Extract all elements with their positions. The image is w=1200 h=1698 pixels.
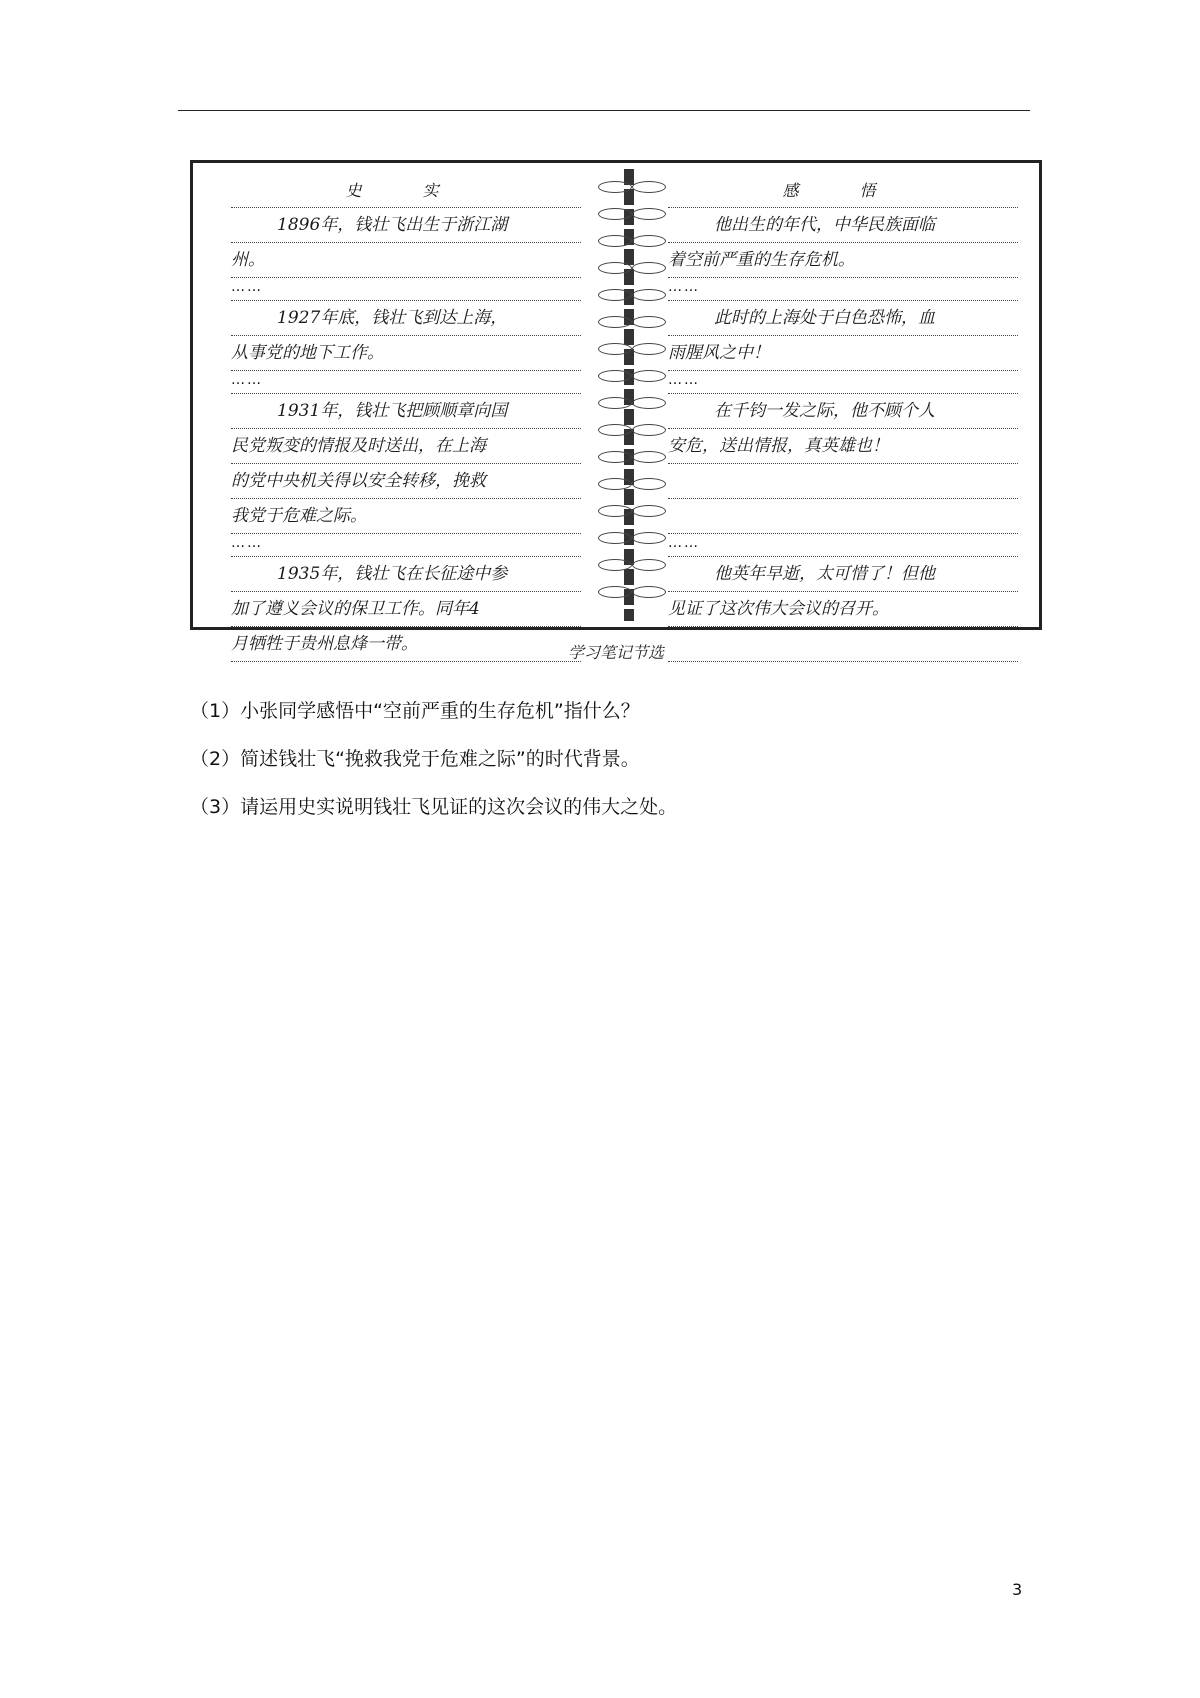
note-line: 从事党的地下工作。: [231, 336, 581, 371]
spiral-ring: [632, 505, 666, 517]
spiral-ring: [598, 289, 632, 301]
note-ellipsis: ……: [231, 278, 581, 301]
spiral-ring: [598, 451, 632, 463]
spiral-ring: [598, 424, 632, 436]
spiral-ring: [632, 289, 666, 301]
spiral-ring: [598, 343, 632, 355]
note-blank-line: [668, 499, 1018, 534]
spiral-ring: [632, 235, 666, 247]
note-line: 他英年早逝，太可惜了！但他: [668, 557, 1018, 592]
page-number: 3: [1012, 1580, 1023, 1599]
note-ellipsis: ……: [668, 534, 1018, 557]
spiral-ring: [598, 505, 632, 517]
spiral-ring: [632, 478, 666, 490]
right-column-title: 感 悟: [668, 175, 1018, 208]
note-line: 加了遵义会议的保卫工作。同年4: [231, 592, 581, 627]
spiral-ring: [598, 397, 632, 409]
question-2: （2）简述钱壮飞“挽救我党于危难之际”的时代背景。: [190, 748, 640, 770]
note-blank-line: [668, 464, 1018, 499]
note-line: 雨腥风之中！: [668, 336, 1018, 371]
note-line: 州。: [231, 243, 581, 278]
spiral-ring: [632, 397, 666, 409]
spiral-ring: [598, 181, 632, 193]
spiral-ring: [598, 532, 632, 544]
question-1: （1）小张同学感悟中“空前严重的生存危机”指什么？: [190, 700, 640, 722]
note-line: 见证了这次伟大会议的召开。: [668, 592, 1018, 627]
left-column-title: 史 实: [231, 175, 581, 208]
note-line: 的党中央机关得以安全转移，挽救: [231, 464, 581, 499]
note-ellipsis: ……: [668, 371, 1018, 394]
spiral-ring: [598, 559, 632, 571]
spiral-ring: [598, 316, 632, 328]
spiral-ring: [632, 451, 666, 463]
note-ellipsis: ……: [668, 278, 1018, 301]
notebook-spine: [588, 169, 668, 621]
note-ellipsis: ……: [231, 534, 581, 557]
note-line: 1935年，钱壮飞在长征途中参: [231, 557, 581, 592]
note-ellipsis: ……: [231, 371, 581, 394]
spiral-ring: [632, 208, 666, 220]
spiral-ring: [632, 532, 666, 544]
spiral-ring: [598, 370, 632, 382]
note-line: 民党叛变的情报及时送出，在上海: [231, 429, 581, 464]
note-line: 在千钧一发之际，他不顾个人: [668, 394, 1018, 429]
note-line: 此时的上海处于白色恐怖，血: [668, 301, 1018, 336]
spiral-ring: [598, 586, 632, 598]
note-line: 他出生的年代，中华民族面临: [668, 208, 1018, 243]
spiral-ring: [598, 262, 632, 274]
note-line: 月牺牲于贵州息烽一带。: [231, 627, 581, 662]
notebook-right-page: [668, 175, 1018, 619]
spiral-ring: [632, 424, 666, 436]
note-line: 1896年，钱壮飞出生于浙江湖: [231, 208, 581, 243]
spiral-ring: [632, 316, 666, 328]
spiral-ring: [632, 262, 666, 274]
spiral-ring: [598, 208, 632, 220]
spiral-ring: [632, 559, 666, 571]
note-line: 我党于危难之际。: [231, 499, 581, 534]
spiral-ring: [632, 343, 666, 355]
note-line: 1927年底，钱壮飞到达上海，: [231, 301, 581, 336]
spiral-ring: [598, 235, 632, 247]
question-3: （3）请运用史实说明钱壮飞见证的这次会议的伟大之处。: [190, 796, 678, 818]
note-line: 1931年，钱壮飞把顾顺章向国: [231, 394, 581, 429]
spiral-ring: [632, 586, 666, 598]
notebook-left-page: [231, 175, 581, 654]
spiral-ring: [632, 181, 666, 193]
spiral-ring: [598, 478, 632, 490]
header-rule: [178, 110, 1030, 111]
figure-caption: 学习笔记节选: [567, 643, 664, 662]
note-line: 着空前严重的生存危机。: [668, 243, 1018, 278]
spiral-ring: [632, 370, 666, 382]
note-line: 安危，送出情报，真英雄也！: [668, 429, 1018, 464]
